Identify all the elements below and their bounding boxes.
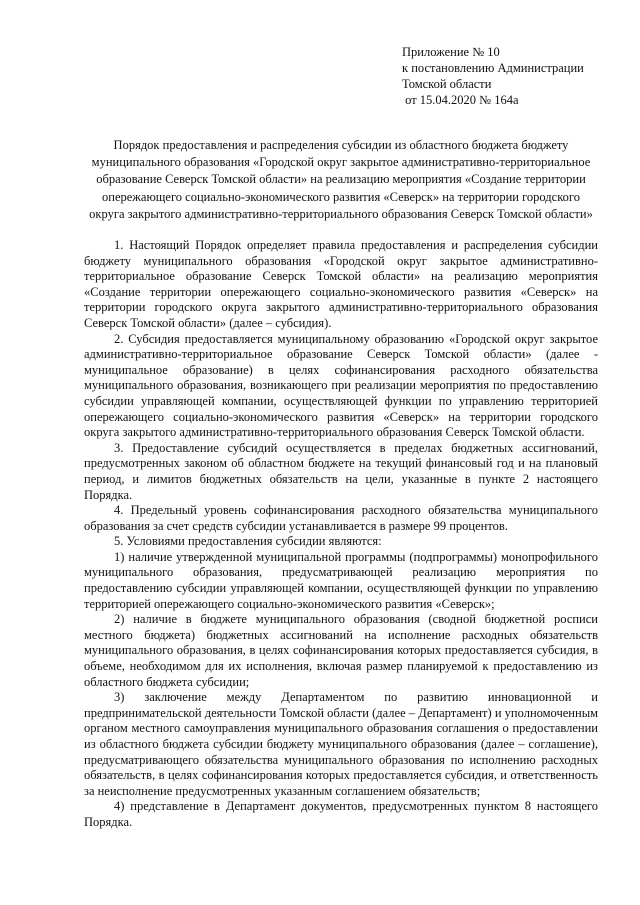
- paragraph: 3) заключение между Департаментом по развитию инновационной и предпринимательской деятельности Томской области (далее – Департамент) и уполномоченным органом местного самоуправления муниципального образования соглашения о предоставлении из областного бюджета субсидии бюджету муниципального образования (далее – соглашение), предусматривающего обязательства муниципального образования по исполнению расходных обязательств, в целях софинансирования которых предоставляется субсидия, и ответственность за неисполнение предусмотренных указанным соглашением обязательств;: [84, 690, 598, 798]
- paragraph: 1) наличие утвержденной муниципальной программы (подпрограммы) монопрофильного муниципального образования, предусматривающей реализацию мероприятия по предоставлению субсидии управляющей компании, осуществляющей функции по управлению территорией опережающего социально-экономического развития «Северск»;: [84, 549, 598, 611]
- paragraph: 2) наличие в бюджете муниципального образования (сводной бюджетной росписи местного бюджета) бюджетных ассигнований на исполнение расходных обязательств муниципального образования, в целях софинансирования которых предоставляется субсидия, в объеме, необходимом для их исполнения, включая размер планируемой к предоставлению из областного бюджета субсидии;: [84, 612, 598, 689]
- document-body: [84, 238, 598, 831]
- paragraph: 5. Условиями предоставления субсидии являются:: [114, 534, 382, 549]
- appendix-line-3: Томской области: [402, 77, 492, 91]
- appendix-line-2: к постановлению Администрации: [402, 61, 584, 75]
- paragraph: 2. Субсидия предоставляется муниципальному образованию «Городской округ закрытое административно-территориальное образование Северск Томской области» (далее - муниципальное образование) в целях софинансирования расходного обязательства муниципального образования, возникающего при реализации мероприятия по предоставлению субсидии управляющей компании, осуществляющей функции по управлению территорией опережающего социально-экономического развития «Северск» на территории городского округа закрытого административно-территориального образования Северск Томской области.: [84, 331, 598, 440]
- paragraph: 4) представление в Департамент документов, предусмотренных пунктом 8 настоящего Порядка.: [84, 799, 598, 829]
- appendix-line-1: Приложение № 10: [402, 45, 500, 59]
- appendix-line-4: от 15.04.2020 № 164а: [402, 93, 519, 107]
- paragraph: 4. Предельный уровень софинансирования расходного обязательства муниципального образования за счет средств субсидии устанавливается в размере 99 процентов.: [84, 503, 598, 533]
- paragraph: 3. Предоставление субсидий осуществляется в пределах бюджетных ассигнований, предусмотренных законом об областном бюджете на текущий финансовый год и на плановый период, и лимитов бюджетных обязательств на цели, указанные в пункте 2 настоящего Порядка.: [84, 440, 598, 502]
- appendix-header: [402, 44, 612, 108]
- document-title: Порядок предоставления и распределения субсидии из областного бюджета бюджету муниципального образования «Городской округ закрытое административно-территориальное образование Северск Томской области» на реализацию мероприятия «Создание территории опережающего социально-экономического развития «Северск» на территории городского округа закрытого административно-территориального образования Северск Томской области»: [89, 138, 593, 221]
- paragraph: 1. Настоящий Порядок определяет правила предоставления и распределения субсидии бюджету муниципального образования «Городской округ закрытое административно-территориальное образование Северск Томской области» на реализацию мероприятия «Создание территории опережающего социально-экономического развития «Северск» на территории городского округа закрытого административно-территориального образования Северск Томской области» (далее – субсидия).: [84, 238, 598, 330]
